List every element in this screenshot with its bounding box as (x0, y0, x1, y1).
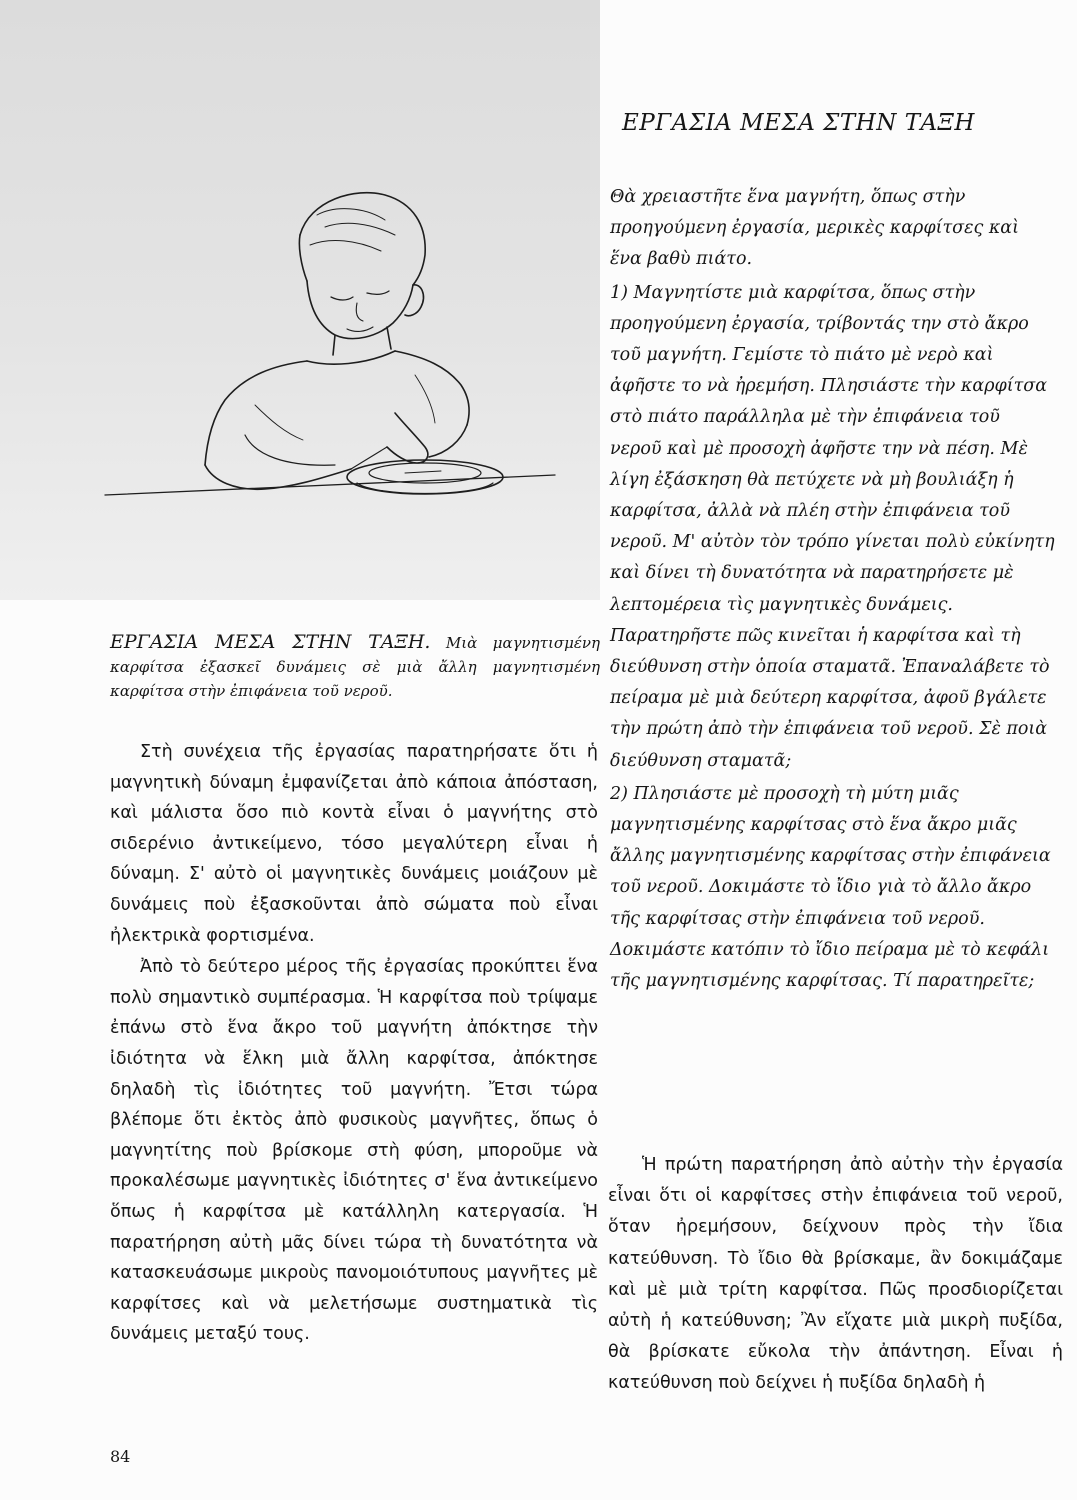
figure-caption (110, 630, 600, 703)
caption-text: Μιὰ μαγνητισμένη καρφίτσα ἐξασκεῖ δυνάμεις σὲ μιὰ ἄλλη μαγνητισμένη καρφίτσα στὴν ἐπιφάνεια τοῦ νεροῦ. (110, 634, 600, 700)
right-column-text (608, 1150, 1063, 1400)
left-column-text (110, 737, 598, 1350)
activity-instructions (610, 182, 1056, 997)
paragraph: Στὴ συνέχεια τῆς ἐργασίας παρατηρήσατε ὅτι ἡ μαγνητικὴ δύναμη ἐμφανίζεται ἀπὸ κάποια ἀπόσταση, καὶ μάλιστα ὅσο πιὸ κοντὰ εἶναι ὁ μαγνήτης στὸ σιδερένιο ἀντικείμενο, τόσο μεγαλύτερη εἶναι ἡ δύναμη. Σ' αὐτὸ οἱ μαγνητικὲς δυνάμεις μοιάζουν μὲ δυνάμεις ποὺ ἐξασκοῦνται ἀπὸ σώματα ποὺ εἶναι ἠλεκτρικὰ φορτισμένα. (110, 742, 598, 946)
page-number: 84 (110, 1447, 131, 1466)
activity-intro: Θὰ χρειαστῆτε ἕνα μαγνήτη, ὅπως στὴν προηγούμενη ἐργασία, μερικὲς καρφίτσες καὶ ἕνα βαθὺ πιάτο. (610, 187, 1019, 270)
paragraph: Ἡ πρώτη παρατήρηση ἀπὸ αὐτὴν τὴν ἐργασία εἶναι ὅτι οἱ καρφίτσες στὴν ἐπιφάνεια τοῦ νεροῦ, ὅταν ἠρεμήσουν, δείχνουν πρὸς τὴν ἴδια κατεύθυνση. Τὸ ἴδιο θὰ βρίσκαμε, ἂν δοκιμάζαμε καὶ μὲ μιὰ τρίτη καρφίτσα. Πῶς προσδιορίζεται αὐτὴ ἡ κατεύθυνση; Ἂν εἴχατε μιὰ μικρὴ πυξίδα, θὰ βρίσκατε εὔκολα τὴν ἀπάντηση. Εἶναι ἡ κατεύθυνση ποὺ δείχνει ἡ πυξίδα δηλαδὴ ἡ (608, 1155, 1063, 1394)
activity-step-2: 2) Πλησιάστε μὲ προσοχὴ τὴ μύτη μιᾶς μαγνητισμένης καρφίτσας στὸ ἕνα ἄκρο μιᾶς ἄλλης μαγνητισμένης καρφίτσας στὴν ἐπιφάνεια τοῦ νεροῦ. Δοκιμάστε τὸ ἴδιο γιὰ τὸ ἄλλο ἄκρο τῆς καρφίτσας στὴν ἐπιφάνεια τοῦ νεροῦ. Δοκιμάστε κατόπιν τὸ ἴδιο πείραμα μὲ τὸ κεφάλι τῆς μαγνητισμένης καρφίτσας. Τί παρατηρεῖτε; (610, 783, 1051, 992)
activity-step-1: 1) Μαγνητίστε μιὰ καρφίτσα, ὅπως στὴν προηγούμενη ἐργασία, τρίβοντάς την στὸ ἄκρο τοῦ μαγνήτη. Γεμίστε τὸ πιάτο μὲ νερὸ καὶ ἀφῆστε το νὰ ἠρεμήση. Πλησιάστε τὴν καρφίτσα στὸ πιάτο παράλληλα μὲ τὴν ἐπιφάνεια τοῦ νεροῦ καὶ μὲ προσοχὴ ἀφῆστε την νὰ πέση. Μὲ λίγη ἐξάσκηση θὰ πετύχετε νὰ μὴ βουλιάξη ἡ καρφίτσα, ἀλλὰ νὰ πλέη στὴν ἐπιφάνεια τοῦ νεροῦ. Μ' αὐτὸν τὸν τρόπο γίνεται πολὺ εὐκίνητη καὶ δίνει τὴ δυνατότητα νὰ παρατηρήσετε μὲ λεπτομέρεια τὶς μαγνητικὲς δυνάμεις. Παρατηρῆστε πῶς κινεῖται ἡ καρφίτσα καὶ τὴ διεύθυνση στὴν ὁποία σταματᾶ. Ἐπαναλάβετε τὸ πείραμα μὲ μιὰ δεύτερη καρφίτσα, ἀφοῦ βγάλετε τὴν πρώτη ἀπὸ τὴν ἐπιφάνεια τοῦ νεροῦ. Σὲ ποιὰ διεύθυνση σταματᾶ; (610, 282, 1055, 771)
section-heading: ΕΡΓΑΣΙΑ ΜΕΣΑ ΣΤΗΝ ΤΑΞΗ (622, 110, 975, 136)
paragraph: Ἀπὸ τὸ δεύτερο μέρος τῆς ἐργασίας προκύπτει ἕνα πολὺ σημαντικὸ συμπέρασμα. Ἡ καρφίτσα ποὺ τρίψαμε ἐπάνω στὸ ἕνα ἄκρο τοῦ μαγνήτη ἀπόκτησε τὴν ἰδιότητα νὰ ἕλκη μιὰ ἄλλη καρφίτσα, ἀπόκτησε δηλαδὴ τὶς ἰδιότητες τοῦ μαγνήτη. Ἔτσι τώρα βλέπομε ὅτι ἐκτὸς ἀπὸ φυσικοὺς μαγνῆτες, ὅπως ὁ μαγνητίτης ποὺ βρίσκομε στὴ φύση, μποροῦμε νὰ προκαλέσωμε μαγνητικὲς ἰδιότητες σ' ἕνα ἀντικείμενο ὅπως ἡ καρφίτσα μὲ κατάλληλη κατεργασία. Ἡ παρατήρηση αὐτὴ μᾶς δίνει τώρα τὴ δυνατότητα νὰ κατασκευάσωμε μικροὺς πανομοιότυπους μαγνῆτες μὲ καρφίτσες καὶ νὰ μελετήσωμε συστηματικὰ τὶς δυνάμεις μεταξύ τους. (110, 957, 598, 1345)
boy-illustration (95, 185, 575, 525)
caption-lead: ΕΡΓΑΣΙΑ ΜΕΣΑ ΣΤΗΝ ΤΑΞΗ. (110, 631, 431, 653)
